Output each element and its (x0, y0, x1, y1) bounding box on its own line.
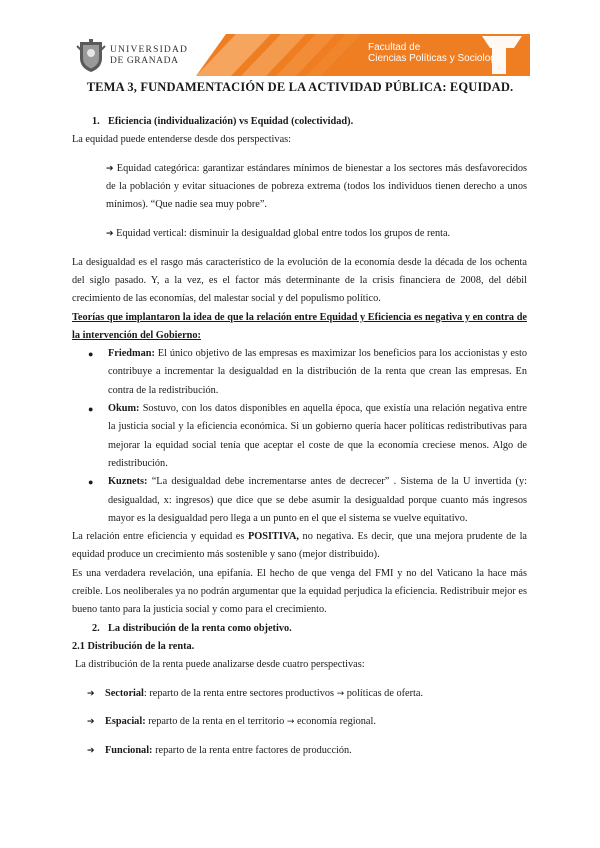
university-wordmark (110, 45, 188, 67)
perspective-text: : reparto de la renta entre sectores productivos (143, 687, 337, 699)
theory-name: Okum: (108, 403, 140, 415)
revelation-paragraph: Es una verdadera revelación, una epifanía. El hecho de que venga del FMI y no del Vaticano la hace más creíble. Los neoliberales ya no podrán argumentar que la equidad perjudica la eficiencia. Redistribuir mejor es bueno tanto para la justicia social y como para el crecimiento. (72, 567, 527, 616)
relation-post: no negativa. Es decir, que una mejora prudente de la equidad produce un crecimiento más sostenible y sano (mejor distribuido). (72, 531, 527, 561)
arrow-right-icon: ➔ (106, 229, 114, 240)
perspective-item (72, 685, 527, 703)
theory-text: Sostuvo, con los datos disponibles en aquella época, que existía una relación negativa entre la justicia social y la eficiencia económica. Si un gobierno quería hacer políticas redistributivas para mejorar la equidad social tenía que aceptar el coste de que la economía creciese menos. Algo de redistribución. (108, 403, 527, 469)
university-crest-icon (76, 38, 106, 74)
perspective-text: reparto de la renta en el territorio (145, 716, 287, 728)
theory-item (72, 473, 527, 528)
theory-name: Kuznets: (108, 476, 148, 488)
faculty-name (368, 42, 504, 64)
theory-text: El único objetivo de las empresas es maximizar los beneficios para los accionistas y esto contribuye a incrementar la desigualdad en la distribución de la renta que crean las empresas. En contra de la redistribución. (108, 348, 527, 396)
arrow-right-icon: ➔ (87, 688, 95, 699)
section1-heading (72, 113, 527, 131)
perspective-vertical-text: Equidad vertical: disminuir la desigualdad global entre todos los grupos de renta. (116, 228, 451, 240)
desigualdad-paragraph: La desigualdad es el rasgo más característico de la evolución de la economía desde la década de los ochenta del siglo pasado. Y, a la vez, es el factor más determinante de la crisis financiera de 2008, del débil crecimiento de las economías, del malestar social y del populismo político. (72, 256, 527, 305)
perspective-categorica-text: Equidad categórica: garantizar estándares mínimos de bienestar a los sectores más desfavorecidos de la población y evitar situaciones de pobreza extrema (todos los individuos tienen derecho a unos mínimos). “Que nadie sea muy pobre”. (106, 162, 527, 211)
relation-bold: POSITIVA, (247, 531, 299, 543)
page-header (0, 0, 600, 80)
section1-heading-text: Eficiencia (individualización) vs Equidad (colectividad). (108, 116, 354, 127)
perspective-name: Funcional: (105, 744, 153, 756)
perspective-categorica (72, 160, 527, 215)
theory-text: “La desigualdad debe incrementarse antes de decrecer” . Sistema de la U invertida (y: desigualdad, x: ingresos) que dice que se debe asumir la desigualdad porque cuanto más ingresos mayor es la desigualdad pero llega a un punto en el que el sistema se vuelve equitativo. (108, 476, 527, 524)
section2-number: 2. (92, 622, 100, 634)
university-name-line2: DE GRANADA (110, 56, 179, 66)
bullet-icon: ● (88, 349, 94, 360)
perspective-item (72, 713, 527, 731)
section2-heading-text: La distribución de la renta como objetivo. (108, 622, 292, 634)
bullet-icon: ● (88, 477, 94, 488)
relation-paragraph (72, 528, 527, 565)
document-body (72, 113, 527, 771)
theory-item (72, 400, 527, 473)
arrow-right-icon: ➔ (106, 163, 114, 174)
perspective-text: reparto de la renta entre factores de producción. (152, 744, 352, 756)
university-logo (76, 38, 188, 74)
bullet-icon: ● (88, 404, 94, 415)
theories-heading: Teorías que implantaron la idea de que la relación entre Equidad y Eficiencia es negativa y en contra de la intervención del Gobierno: (72, 311, 527, 341)
implies-arrow-icon: → (286, 717, 295, 728)
faculty-banner (196, 34, 530, 76)
section2-intro: La distribución de la renta puede analizarse desde cuatro perspectivas: (75, 659, 365, 671)
faculty-name-line2: Ciencias Políticas y Sociología (368, 53, 505, 64)
faculty-name-line1: Facultad de (368, 42, 421, 53)
perspective-vertical (72, 225, 527, 243)
perspective-target: políticas de oferta. (344, 687, 424, 699)
theory-name: Friedman: (108, 348, 155, 360)
arrow-right-icon: ➔ (87, 745, 95, 756)
perspective-name: Espacial: (105, 716, 146, 728)
arrow-right-icon: ➔ (87, 717, 95, 728)
section1-intro: La equidad puede entenderse desde dos perspectivas: (72, 134, 292, 146)
perspective-item (72, 742, 527, 760)
relation-pre: La relación entre eficiencia y equidad es (72, 531, 248, 543)
theory-item (72, 345, 527, 400)
perspective-name: Sectorial (105, 687, 144, 699)
section2-subheading: 2.1 Distribución de la renta. (72, 640, 195, 652)
perspective-target: economía regional. (294, 716, 376, 728)
university-name-line1: UNIVERSIDAD (110, 45, 189, 55)
page-title: TEMA 3, FUNDAMENTACIÓN DE LA ACTIVIDAD PÚBLICA: EQUIDAD. (86, 80, 514, 94)
implies-arrow-icon: → (336, 688, 345, 699)
section1-number: 1. (92, 116, 100, 127)
section2-heading (72, 620, 527, 638)
